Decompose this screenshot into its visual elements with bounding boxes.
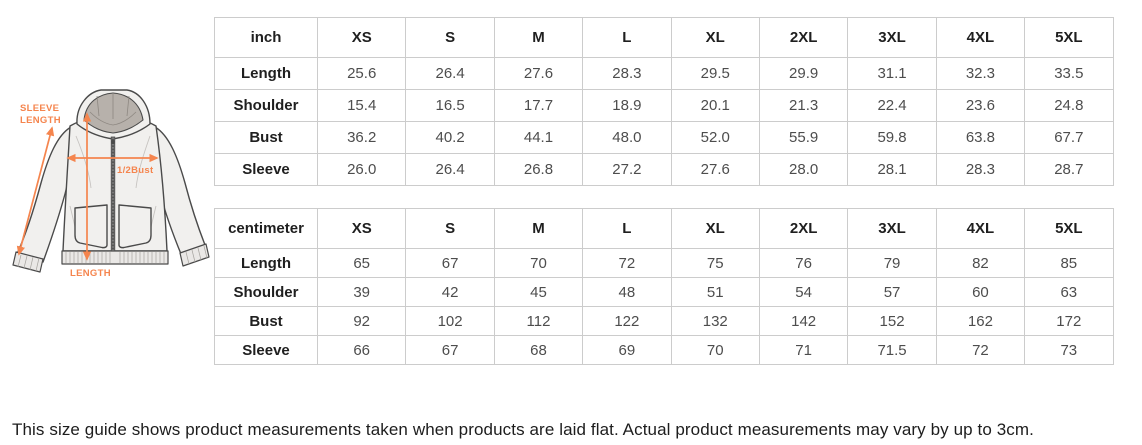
measurement-value-cell: 28.3	[936, 154, 1024, 186]
measurement-label-cell: Sleeve	[215, 154, 318, 186]
hoodie-measurement-diagram	[0, 66, 212, 301]
measurement-value-cell: 55.9	[759, 122, 847, 154]
measurement-label-cell: Shoulder	[215, 278, 318, 307]
measurement-value-cell: 51	[671, 278, 759, 307]
size-table-header-row	[215, 18, 1114, 58]
sleeve-length-label-line2: LENGTH	[20, 115, 61, 126]
measurement-value-cell: 57	[848, 278, 936, 307]
measurement-value-cell: 66	[318, 336, 406, 365]
measurement-value-cell: 28.3	[583, 58, 671, 90]
size-column-header: 4XL	[936, 209, 1024, 249]
unit-label-cell: centimeter	[215, 209, 318, 249]
measurement-value-cell: 70	[494, 249, 582, 278]
measurement-value-cell: 69	[583, 336, 671, 365]
measurement-row	[215, 154, 1114, 186]
measurement-value-cell: 29.9	[759, 58, 847, 90]
measurement-value-cell: 42	[406, 278, 494, 307]
measurement-value-cell: 122	[583, 307, 671, 336]
measurement-value-cell: 76	[759, 249, 847, 278]
measurement-value-cell: 25.6	[318, 58, 406, 90]
measurement-label-cell: Bust	[215, 122, 318, 154]
sleeve-length-label-line1: SLEEVE	[20, 103, 60, 114]
measurement-value-cell: 73	[1025, 336, 1113, 365]
measurement-value-cell: 20.1	[671, 90, 759, 122]
measurement-value-cell: 72	[936, 336, 1024, 365]
measurement-label-cell: Sleeve	[215, 336, 318, 365]
measurement-label-cell: Length	[215, 249, 318, 278]
size-column-header: 5XL	[1025, 18, 1113, 58]
measurement-value-cell: 39	[318, 278, 406, 307]
measurement-value-cell: 132	[671, 307, 759, 336]
size-column-header: 2XL	[759, 18, 847, 58]
size-column-header: S	[406, 209, 494, 249]
hoodie-right-pocket	[119, 205, 151, 248]
measurement-value-cell: 82	[936, 249, 1024, 278]
measurement-value-cell: 48	[583, 278, 671, 307]
measurement-label-cell: Bust	[215, 307, 318, 336]
size-table-header-row	[215, 209, 1114, 249]
measurement-value-cell: 142	[759, 307, 847, 336]
measurement-value-cell: 33.5	[1025, 58, 1113, 90]
size-column-header: L	[583, 209, 671, 249]
measurement-value-cell: 67	[406, 336, 494, 365]
size-column-header: M	[494, 18, 582, 58]
measurement-value-cell: 17.7	[494, 90, 582, 122]
size-table-inch	[214, 17, 1114, 186]
measurement-value-cell: 29.5	[671, 58, 759, 90]
measurement-value-cell: 28.1	[848, 154, 936, 186]
measurement-value-cell: 23.6	[936, 90, 1024, 122]
measurement-value-cell: 72	[583, 249, 671, 278]
measurement-value-cell: 26.4	[406, 154, 494, 186]
measurement-row	[215, 336, 1114, 365]
measurement-value-cell: 68	[494, 336, 582, 365]
measurement-row	[215, 249, 1114, 278]
measurement-value-cell: 24.8	[1025, 90, 1113, 122]
measurement-row	[215, 122, 1114, 154]
measurement-value-cell: 60	[936, 278, 1024, 307]
measurement-label-cell: Length	[215, 58, 318, 90]
measurement-label-cell: Shoulder	[215, 90, 318, 122]
measurement-value-cell: 85	[1025, 249, 1113, 278]
measurement-value-cell: 15.4	[318, 90, 406, 122]
measurement-value-cell: 52.0	[671, 122, 759, 154]
size-tables-container	[214, 17, 1113, 365]
size-column-header: 3XL	[848, 209, 936, 249]
size-column-header: 3XL	[848, 18, 936, 58]
measurement-value-cell: 31.1	[848, 58, 936, 90]
measurement-value-cell: 71	[759, 336, 847, 365]
measurement-row	[215, 90, 1114, 122]
half-bust-label: 1/2Bust	[117, 165, 154, 176]
measurement-value-cell: 21.3	[759, 90, 847, 122]
measurement-value-cell: 32.3	[936, 58, 1024, 90]
measurement-value-cell: 26.4	[406, 58, 494, 90]
size-column-header: XS	[318, 209, 406, 249]
measurement-value-cell: 44.1	[494, 122, 582, 154]
measurement-value-cell: 102	[406, 307, 494, 336]
measurement-value-cell: 28.7	[1025, 154, 1113, 186]
measurement-value-cell: 59.8	[848, 122, 936, 154]
measurement-value-cell: 112	[494, 307, 582, 336]
measurement-value-cell: 70	[671, 336, 759, 365]
measurement-value-cell: 162	[936, 307, 1024, 336]
measurement-value-cell: 27.6	[494, 58, 582, 90]
measurement-value-cell: 45	[494, 278, 582, 307]
measurement-value-cell: 67.7	[1025, 122, 1113, 154]
measurement-value-cell: 75	[671, 249, 759, 278]
size-guide-footnote: This size guide shows product measurements taken when products are laid flat. Actual product measurements may vary by up to 3cm.	[12, 420, 1034, 439]
measurement-row	[215, 58, 1114, 90]
measurement-value-cell: 27.6	[671, 154, 759, 186]
hoodie-zipper	[111, 137, 115, 251]
size-column-header: L	[583, 18, 671, 58]
measurement-value-cell: 63.8	[936, 122, 1024, 154]
measurement-value-cell: 152	[848, 307, 936, 336]
measurement-value-cell: 28.0	[759, 154, 847, 186]
size-column-header: 5XL	[1025, 209, 1113, 249]
measurement-row	[215, 278, 1114, 307]
measurement-value-cell: 71.5	[848, 336, 936, 365]
unit-label-cell: inch	[215, 18, 318, 58]
hoodie-left-pocket	[75, 205, 107, 248]
measurement-value-cell: 26.8	[494, 154, 582, 186]
size-column-header: XL	[671, 209, 759, 249]
measurement-value-cell: 63	[1025, 278, 1113, 307]
size-column-header: XS	[318, 18, 406, 58]
measurement-value-cell: 27.2	[583, 154, 671, 186]
measurement-value-cell: 16.5	[406, 90, 494, 122]
measurement-value-cell: 65	[318, 249, 406, 278]
measurement-value-cell: 18.9	[583, 90, 671, 122]
measurement-value-cell: 48.0	[583, 122, 671, 154]
measurement-row	[215, 307, 1114, 336]
measurement-value-cell: 79	[848, 249, 936, 278]
measurement-value-cell: 36.2	[318, 122, 406, 154]
measurement-value-cell: 26.0	[318, 154, 406, 186]
size-column-header: XL	[671, 18, 759, 58]
hoodie-illustration	[0, 66, 212, 301]
size-column-header: 2XL	[759, 209, 847, 249]
measurement-value-cell: 67	[406, 249, 494, 278]
size-column-header: M	[494, 209, 582, 249]
length-label: LENGTH	[70, 268, 111, 279]
size-column-header: S	[406, 18, 494, 58]
measurement-value-cell: 92	[318, 307, 406, 336]
size-table-centimeter	[214, 208, 1114, 365]
measurement-value-cell: 172	[1025, 307, 1113, 336]
measurement-value-cell: 40.2	[406, 122, 494, 154]
size-column-header: 4XL	[936, 18, 1024, 58]
measurement-value-cell: 22.4	[848, 90, 936, 122]
measurement-value-cell: 54	[759, 278, 847, 307]
